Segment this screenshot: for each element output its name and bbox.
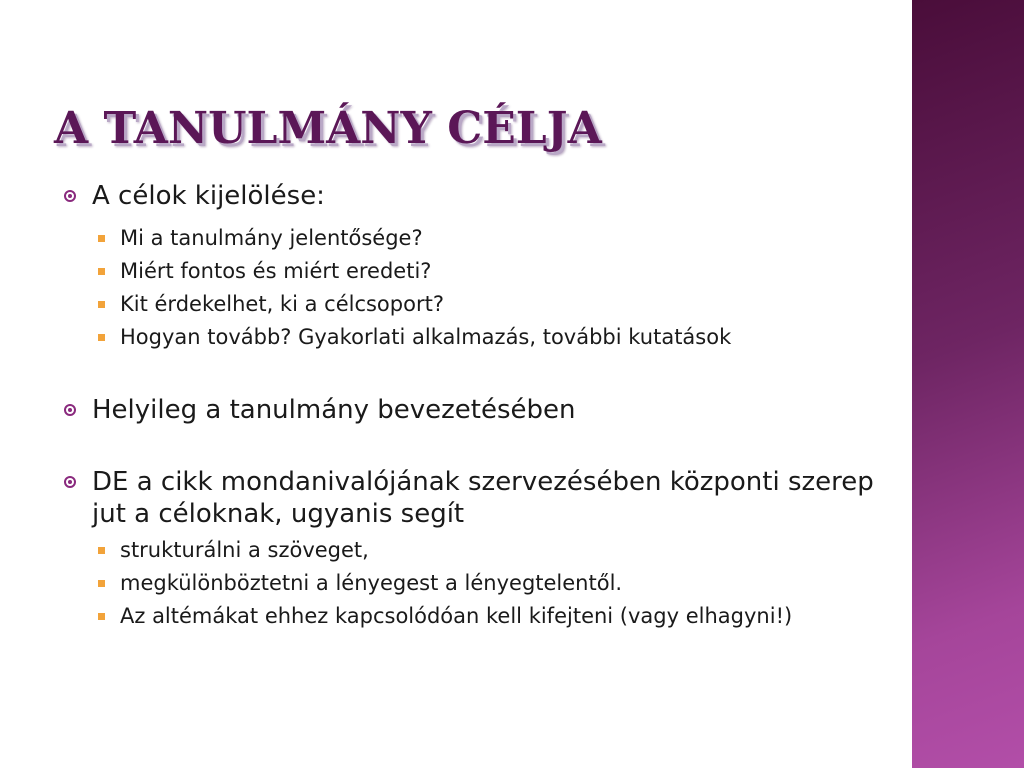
square-bullet-icon	[98, 235, 105, 242]
sub-bullet-text: megkülönböztetni a lényegest a lényegtelentől.	[120, 571, 623, 595]
square-bullet-icon	[98, 613, 105, 620]
slide-body	[60, 180, 880, 629]
bullet-item-text: Helyileg a tanulmány bevezetésében	[92, 395, 576, 425]
sub-bullet-text: Kit érdekelhet, ki a célcsoport?	[120, 292, 444, 316]
sub-bullet-item	[60, 604, 880, 629]
square-bullet-icon	[98, 580, 105, 587]
circle-bullet-icon	[64, 190, 76, 202]
square-bullet-icon	[98, 334, 105, 341]
circle-bullet-icon	[64, 476, 76, 488]
square-bullet-icon	[98, 547, 105, 554]
bullet-item-3	[60, 466, 880, 530]
circle-bullet-icon	[64, 404, 76, 416]
sub-bullet-text: Mi a tanulmány jelentősége?	[120, 226, 423, 250]
sub-bullet-item	[60, 571, 880, 596]
bullet-item-text: A célok kijelölése:	[92, 181, 325, 211]
sub-bullet-text: Miért fontos és miért eredeti?	[120, 259, 432, 283]
sub-bullet-item	[60, 292, 880, 317]
sub-bullet-text: Az altémákat ehhez kapcsolódóan kell kifejteni (vagy elhagyni!)	[120, 604, 793, 628]
bullet-item-1	[60, 180, 880, 212]
sub-bullet-item	[60, 259, 880, 284]
bullet-item-text: DE a cikk mondanivalójának szervezésében központi szerep jut a céloknak, ugyanis segít	[92, 467, 874, 529]
sub-bullet-item	[60, 226, 880, 251]
bullet-item-2	[60, 394, 880, 426]
sub-bullet-item	[60, 325, 880, 350]
sub-bullet-item	[60, 538, 880, 563]
sub-bullet-text: Hogyan tovább? Gyakorlati alkalmazás, további kutatások	[120, 325, 732, 349]
sub-bullet-text: strukturálni a szöveget,	[120, 538, 369, 562]
square-bullet-icon	[98, 301, 105, 308]
slide-title: A TANULMÁNY CÉLJA	[54, 103, 602, 154]
square-bullet-icon	[98, 268, 105, 275]
decorative-side-band	[912, 0, 1024, 768]
